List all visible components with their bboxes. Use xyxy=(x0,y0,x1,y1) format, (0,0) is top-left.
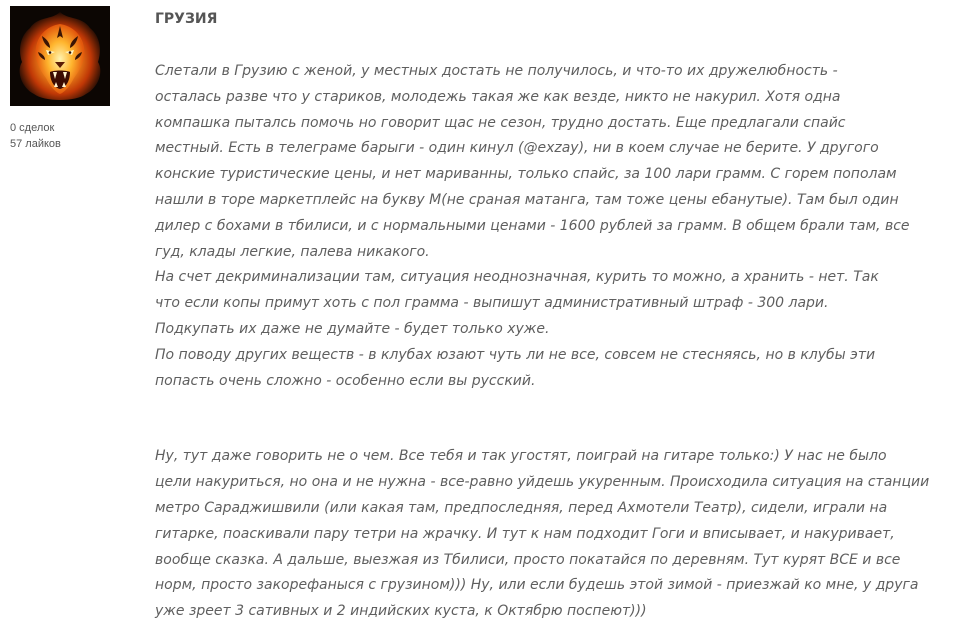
post-line: Слетали в Грузию с женой, у местных достать не получилось, и что-то их дружелюбность - xyxy=(155,63,838,79)
flaming-tiger-icon xyxy=(10,6,110,106)
post-line: компашка пыталсь помочь но говорит щас не сезон, трудно достать. Еще предлагали спайс xyxy=(155,114,846,131)
post-line: По поводу других веществ - в клубах юзают чуть ли не все, совсем не стесняясь, но в клубы эти xyxy=(155,346,876,363)
post-line: конские туристические цены, и нет мариванны, только спайс, за 100 лари грамм. С горем пополам xyxy=(155,166,897,183)
likes-count: 57 лайков xyxy=(10,138,61,150)
avatar[interactable] xyxy=(10,6,110,106)
post-line: На счет декриминализации там, ситуация неоднозначная, курить то можно, а хранить - нет. Так xyxy=(155,269,879,286)
post-line: осталась разве что у стариков, молодежь такая же как везде, никто не накурил. Хотя одна xyxy=(155,88,841,105)
post-content xyxy=(155,10,935,625)
post-line: что если копы примут хоть с пол грамма - выпишут административный штраф - 300 лари. xyxy=(155,295,829,312)
post-line: нашли в торе маркетплейс на букву М(не сраная матанга, там тоже цены ебанутые). Там был один xyxy=(155,191,899,208)
post-body-block-2 xyxy=(155,444,935,625)
post-line: дилер с бохами в тбилиси, и с нормальными ценами - 1600 рублей за грамм. В общем брали там, все xyxy=(155,217,910,234)
deals-count: 0 сделок xyxy=(10,122,55,134)
post-line: Подкупать их даже не думайте - будет только хуже. xyxy=(155,320,550,337)
post-line: местный. Есть в телеграме барыги - один кинул (@exzay), ни в коем случае не берите. У другого xyxy=(155,140,879,157)
user-stats xyxy=(10,120,110,152)
post-line: попасть очень сложно - особенно если вы русский. xyxy=(155,372,536,389)
post-line: цели накуриться, но она и не нужна - все-равно уйдешь укуренным. Происходила ситуация на станции xyxy=(155,474,930,491)
post-line: вообще сказка. А дальше, выезжая из Тбилиси, просто покатайся по деревням. Тут курят ВСЕ и все xyxy=(155,551,901,568)
author-sidebar xyxy=(10,6,110,152)
post-line: гуд, клады легкие, палева никакого. xyxy=(155,243,430,260)
post-line: норм, просто закорефаныся с грузином))) Ну, или если будешь этой зимой - приезжай ко мне, у друга xyxy=(155,577,919,594)
post-line: Ну, тут даже говорить не о чем. Все тебя и так угостят, поиграй на гитаре только:) У нас не было xyxy=(155,448,887,465)
post-body-block-1 xyxy=(155,59,935,394)
post-line: гитарке, поаскивали пару тетри на жрачку. И тут к нам подходит Гоги и вписывает, и накуривает, xyxy=(155,525,895,542)
post-title: ГРУЗИЯ xyxy=(155,11,218,27)
post-line: метро Сараджишвили (или какая там, предпоследняя, перед Ахмотели Театр), сидели, играли на xyxy=(155,499,888,516)
post-line: уже зреет 3 сативных и 2 индийских куста, к Октябрю поспеют))) xyxy=(155,603,647,620)
